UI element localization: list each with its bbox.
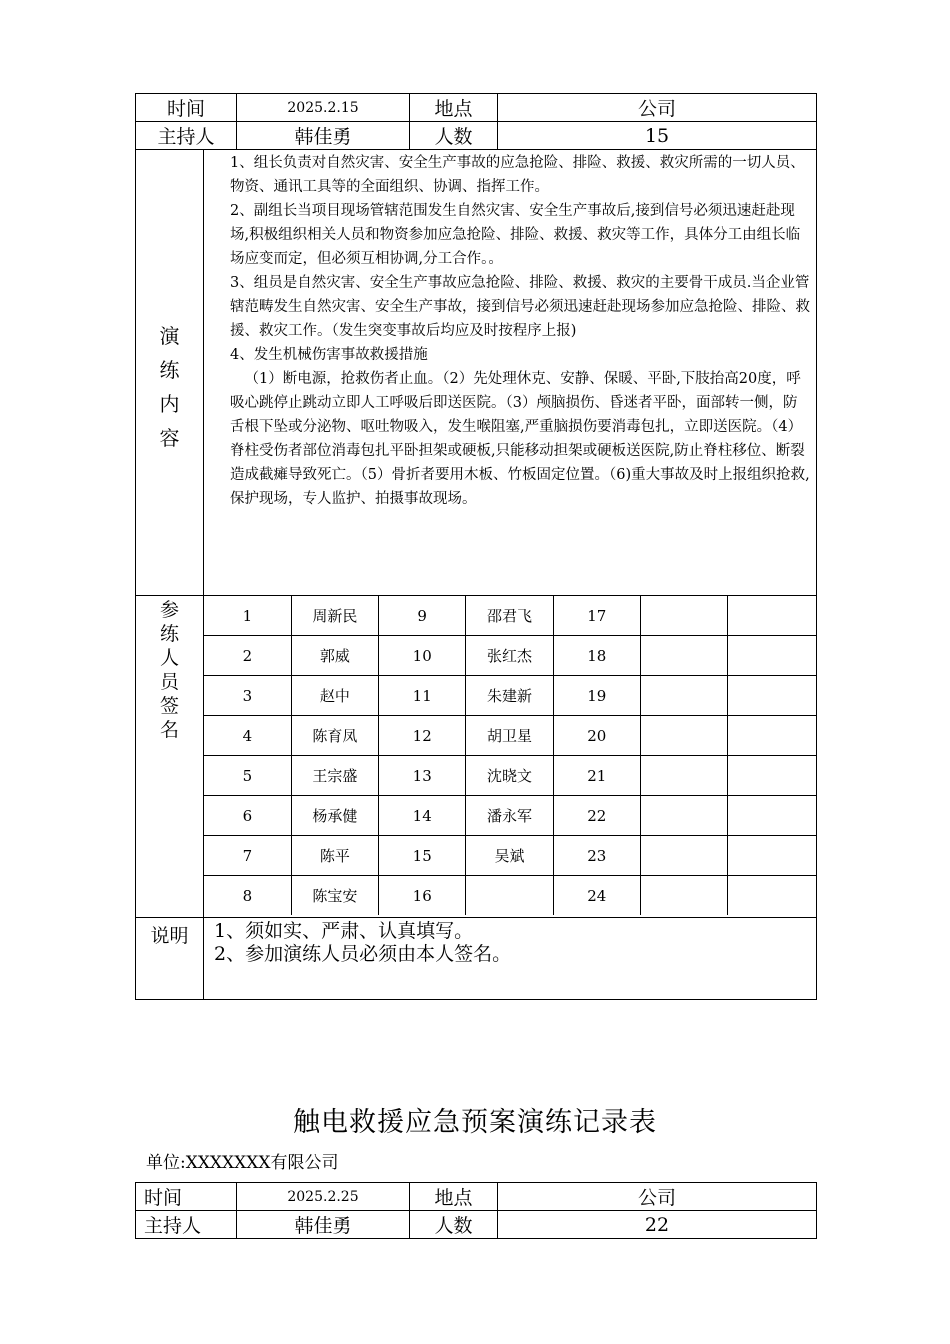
signature-number: 2 [204,636,291,676]
signature-name: 张红杰 [466,636,553,676]
signature-number: 16 [379,876,466,916]
signature-name [640,636,727,676]
signature-number: 15 [379,836,466,876]
signature-name [640,676,727,716]
signature-name [640,836,727,876]
signature-name: 陈育凤 [291,716,378,756]
signature-number: 4 [204,716,291,756]
content-paragraph: 4、发生机械伤害事故救援措施 [230,347,428,363]
signature-number: 10 [379,636,466,676]
signature-name [640,596,727,636]
signature-name: 沈晓文 [466,756,553,796]
signature-name: 陈平 [291,836,378,876]
notes [204,918,817,1000]
note-line: 1、须如实、严肃、认真填写。 [214,920,474,942]
count-label-2: 人数 [410,1211,498,1239]
signature-name [640,756,727,796]
count-value: 15 [498,122,817,150]
signature-label-text: 参 练 人 员 签 名 [159,599,179,741]
signature-grid-cell [204,596,817,918]
place-label: 地点 [410,94,498,122]
signature-number [728,636,816,676]
signature-number: 24 [553,876,640,916]
signature-number: 20 [553,716,640,756]
content-paragraph: （1）断电源，抢救伤者止血。（2）先处理休克、安静、保暖、平卧,下肢抬高20度，呼吸心跳停止跳动立即人工呼吸后即送医院。（3）颅脑损伤、昏迷者平卧，面部转一侧，防舌根下坠或分泌物、呕吐物吸入，发生喉阻塞,严重脑损伤要消毒包扎，立即送医院。（4）脊柱受伤者部位消毒包扎平卧担架或硬板,只能移动担架或硬板送医院,防止脊柱移位、断裂造成截瘫导致死亡。（5）骨折者要用木板、竹板固定位置。（6)重大事故及时上报组织抢救,保护现场，专人监护、拍摄事故现场。 [230,371,810,507]
signature-number: 5 [204,756,291,796]
signature-number: 3 [204,676,291,716]
signature-name: 赵中 [291,676,378,716]
host-value: 韩佳勇 [237,122,410,150]
note-label: 说明 [136,918,204,1000]
signature-name [640,876,727,916]
signature-number: 11 [379,676,466,716]
host-value-2: 韩佳勇 [237,1211,410,1239]
content-paragraph: 1、组长负责对自然灾害、安全生产事故的应急抢险、排险、救援、救灾所需的一切人员、物资、通讯工具等的全面组织、协调、指挥工作。 [230,155,805,195]
signature-number: 6 [204,796,291,836]
signature-name [640,796,727,836]
signature-row [204,716,816,756]
signature-number: 14 [379,796,466,836]
signature-number: 9 [379,596,466,636]
signature-name: 胡卫星 [466,716,553,756]
signature-row [204,836,816,876]
signature-number [728,876,816,916]
note-line: 2、参加演练人员必须由本人签名。 [214,943,512,965]
content-label [136,150,204,596]
unit-line: 单位:XXXXXXX有限公司 [146,1153,339,1173]
content-paragraph: 2、副组长当项目现场管辖范围发生自然灾害、安全生产事故后,接到信号必须迅速赶赴现场,积极组织相关人员和物资参加应急抢险、排险、救援、救灾等工作，具体分工由组长临场应变而定，但必须互相协调,分工合作。。 [230,203,801,267]
signature-row [204,796,816,836]
signature-number: 13 [379,756,466,796]
signature-row [204,676,816,716]
signature-number: 18 [553,636,640,676]
time-label: 时间 [136,94,237,122]
signature-number: 7 [204,836,291,876]
content-paragraph: 3、组员是自然灾害、安全生产事故应急抢险、排险、救援、救灾的主要骨干成员.当企业管辖范畴发生自然灾害、安全生产事故，接到信号必须迅速赶赴现场参加应急抢险、排险、救援、救灾工作。（发生突变事故后均应及时按程序上报) [230,275,810,339]
signature-number: 8 [204,876,291,916]
signature-name: 王宗盛 [291,756,378,796]
signature-name [466,876,553,916]
drill-record-table-1 [135,93,817,1000]
host-label: 主持人 [136,122,237,150]
signature-name: 周新民 [291,596,378,636]
time-value: 2025.2.15 [237,94,410,122]
signature-number [728,836,816,876]
signature-number [728,796,816,836]
signature-name: 朱建新 [466,676,553,716]
signature-row [204,596,816,636]
signature-number [728,716,816,756]
signature-row [204,876,816,916]
signature-number: 23 [553,836,640,876]
signature-grid [204,596,816,915]
signature-row [204,756,816,796]
signature-name: 潘永军 [466,796,553,836]
signature-label [136,596,204,918]
signature-number [728,756,816,796]
place-value-2: 公司 [498,1183,817,1211]
count-label: 人数 [410,122,498,150]
signature-number: 22 [553,796,640,836]
signature-name: 郭威 [291,636,378,676]
document-title: 触电救援应急预案演练记录表 [293,1107,657,1138]
drill-content [204,150,817,596]
signature-grid-body [204,596,816,915]
signature-number: 1 [204,596,291,636]
place-label-2: 地点 [410,1183,498,1211]
count-value-2: 22 [498,1211,817,1239]
signature-number [728,676,816,716]
signature-number: 12 [379,716,466,756]
signature-number: 19 [553,676,640,716]
signature-number: 17 [553,596,640,636]
time-label-2: 时间 [136,1183,237,1211]
drill-record-table-2 [135,1182,817,1239]
signature-number: 21 [553,756,640,796]
time-value-2: 2025.2.25 [237,1183,410,1211]
signature-row [204,636,816,676]
signature-name: 吴斌 [466,836,553,876]
signature-name: 陈宝安 [291,876,378,916]
place-value: 公司 [498,94,817,122]
signature-name: 杨承健 [291,796,378,836]
signature-name: 邵君飞 [466,596,553,636]
content-label-text: 演 练 内 容 [159,323,180,450]
signature-name [640,716,727,756]
signature-number [728,596,816,636]
host-label-2: 主持人 [136,1211,237,1239]
